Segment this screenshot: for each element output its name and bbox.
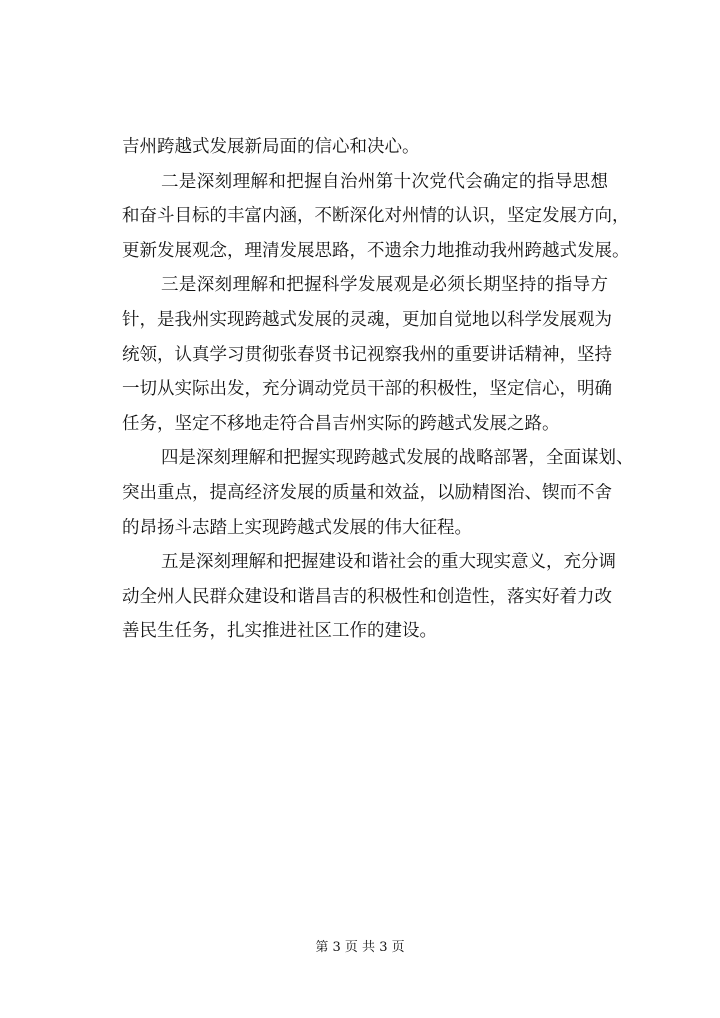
document-body: [122, 130, 634, 649]
text-line: 善民生任务，扎实推进社区工作的建设。: [122, 621, 437, 642]
paragraph: [122, 545, 616, 649]
text-line: 一切从实际出发，充分调动党员干部的积极性，坚定信心，明确: [122, 379, 612, 400]
text-line: 突出重点，提高经济发展的质量和效益，以励精图治、锲而不舍: [122, 482, 612, 503]
text-line: 任务，坚定不移地走符合昌吉州实际的跨越式发展之路。: [122, 413, 560, 434]
text-line: 动全州人民群众建设和谐昌吉的积极性和创造性，落实好着力改: [122, 586, 612, 607]
text-line: 五是深刻理解和把握建设和谐社会的重大现实意义，充分调: [161, 552, 616, 573]
text-line: 和奋斗目标的丰富内涵，不断深化对州情的认识，坚定发展方向，: [122, 206, 630, 227]
text-line: 更新发展观念，理清发展思路，不遗余力地推动我州跨越式发展。: [122, 240, 630, 261]
text-line: 的昂扬斗志踏上实现跨越式发展的伟大征程。: [122, 517, 472, 538]
text-line: 针，是我州实现跨越式发展的灵魂，更加自觉地以科学发展观为: [122, 309, 612, 330]
paragraph: [122, 268, 612, 441]
text-line: 四是深刻理解和把握实现跨越式发展的战略部署，全面谋划、: [161, 448, 634, 469]
page-footer: 第 3 页 共 3 页: [315, 940, 405, 955]
text-line: 吉州跨越式发展新局面的信心和决心。: [122, 137, 420, 157]
text-line: 二是深刻理解和把握自治州第十次党代会确定的指导思想: [161, 171, 608, 192]
paragraph: [122, 165, 630, 269]
text-line: 三是深刻理解和把握科学发展观是必须长期坚持的指导方: [161, 275, 608, 296]
paragraph: [122, 130, 608, 165]
text-line: 统领，认真学习贯彻张春贤书记视察我州的重要讲话精神，坚持: [122, 344, 612, 365]
paragraph: [122, 441, 634, 545]
